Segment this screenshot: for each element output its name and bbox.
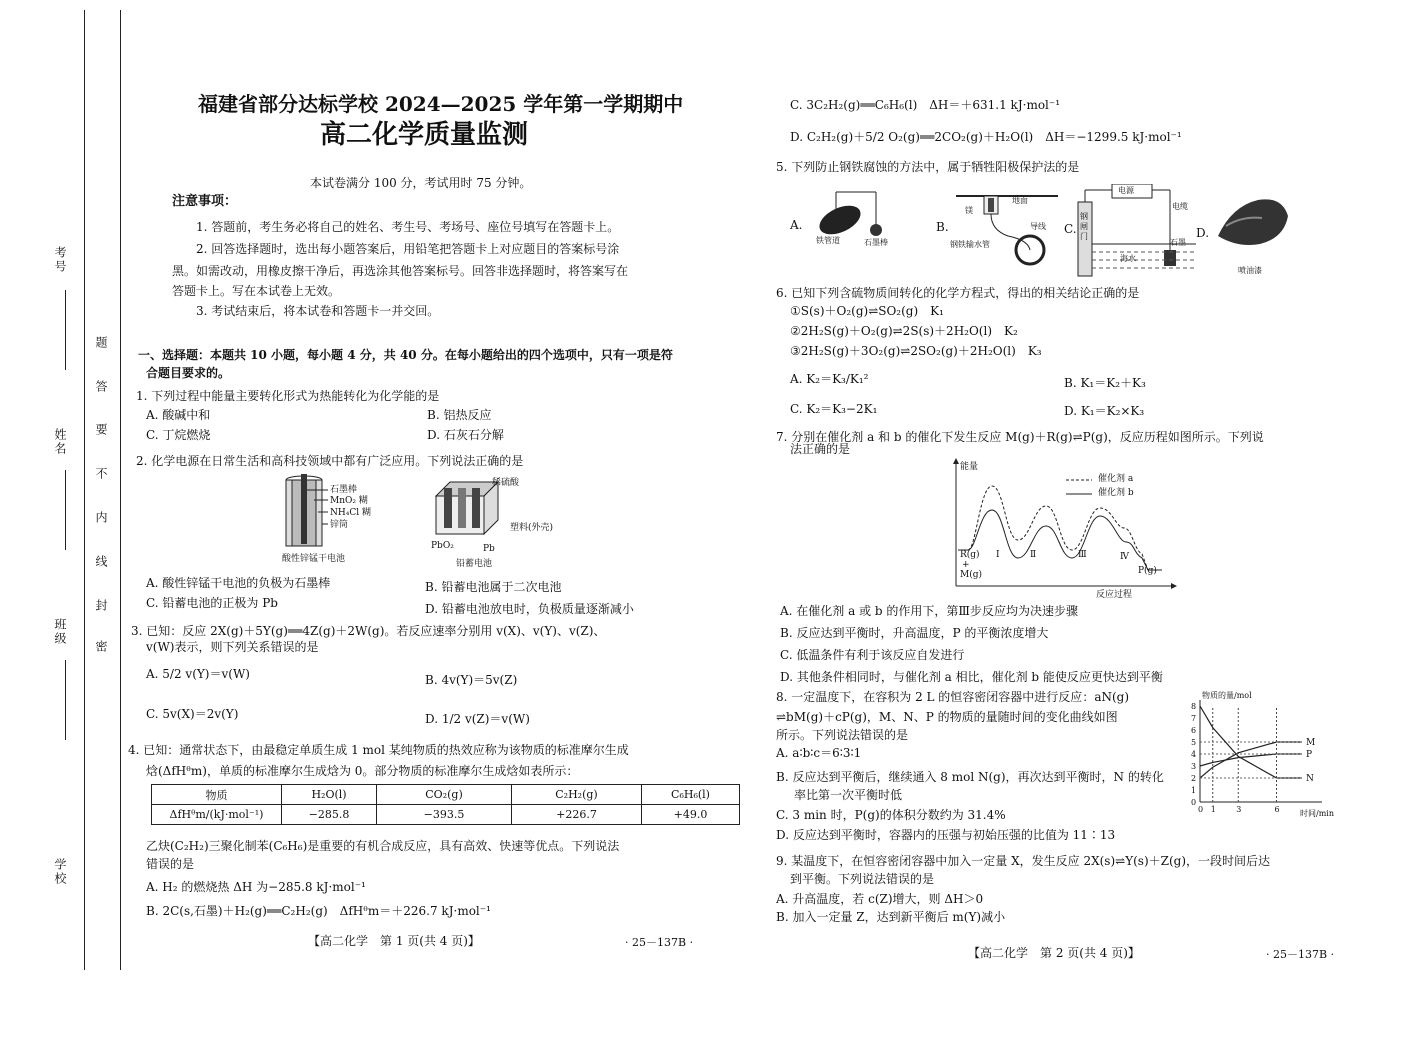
- table-header-cell: C₂H₂(g): [512, 785, 642, 805]
- figure-c-label: 钢闸门: [1080, 212, 1088, 241]
- dry-cell-label: 锌筒: [330, 520, 349, 530]
- note-line: 2. 回答选择题时，选出每小题答案后，用铅笔把答题卡上对应题目的答案标号涂: [196, 242, 620, 256]
- q7-stem: 7. 分别在催化剂 a 和 b 的催化下发生反应 M(g)＋R(g)⇌P(g)，反应历程如图所示。下列说: [776, 430, 1264, 444]
- table-cell: −393.5: [377, 805, 512, 825]
- x-tick-label: 3: [1236, 805, 1242, 814]
- q9-stem-cont: 到平衡。下列说法错误的是: [790, 872, 935, 886]
- q4-option-b: B. 2C(s,石墨)＋H₂(g)══C₂H₂(g) ΔfHᶿm＝＋226.7 kJ·mol⁻¹: [146, 904, 491, 918]
- figure-d-label: 喷油漆: [1238, 266, 1262, 275]
- start-label: R(g): [960, 550, 980, 560]
- q2-option-b: B. 铅蓄电池属于二次电池: [425, 580, 562, 594]
- y-tick-label: 0: [1191, 798, 1197, 807]
- dry-cell-label: MnO₂ 糊: [330, 496, 368, 506]
- title-line1: 福建省部分达标学校 2024—2025 学年第一学期期中: [198, 92, 684, 116]
- seal-char: 线: [94, 555, 108, 569]
- chart-ylabel: 能量: [960, 462, 979, 472]
- q1-stem: 1. 下列过程中能量主要转化形式为热能转化为化学能的是: [136, 389, 440, 403]
- q6-equation: ②2H₂S(g)＋O₂(g)⇌2S(s)＋2H₂O(l) K₂: [790, 324, 1018, 338]
- battery-caption: 铅蓄电池: [456, 559, 493, 569]
- y-axis-label: 物质的量/mol: [1202, 691, 1252, 700]
- footer-left: 【高二化学 第 1 页(共 4 页)】: [308, 934, 480, 948]
- chart-xlabel: 反应过程: [1096, 590, 1133, 600]
- label-name: 姓名: [53, 428, 67, 456]
- figure-a-label: 铁管道: [816, 236, 840, 245]
- start-label: M(g): [960, 570, 982, 580]
- q8-option-d: D. 反应达到平衡时，容器内的压强与初始压强的比值为 11∶13: [776, 828, 1116, 842]
- exam-info: 本试卷满分 100 分，考试用时 75 分钟。: [310, 176, 532, 190]
- q8-option-b-cont: 率比第一次平衡时低: [794, 788, 903, 802]
- q5-option-c-letter: C.: [1064, 222, 1077, 236]
- footer-right: 【高二化学 第 2 页(共 4 页)】: [968, 946, 1140, 960]
- y-tick-label: 2: [1191, 774, 1197, 783]
- q5-option-d-letter: D.: [1196, 226, 1210, 240]
- footer-left-code: · 25－137B ·: [625, 936, 694, 949]
- q4-stem-cont: 焓(ΔfHᶿm)，单质的标准摩尔生成焓为 0。部分物质的标准摩尔生成焓如表所示：: [146, 764, 579, 778]
- stage-label: Ⅳ: [1120, 552, 1129, 562]
- note-line: 答题卡上。写在本试卷上无效。: [172, 284, 341, 298]
- dry-cell-label: NH₄Cl 糊: [330, 508, 371, 518]
- q7-option-d: D. 其他条件相同时，与催化剂 a 相比，催化剂 b 能使反应更快达到平衡: [780, 670, 1163, 684]
- battery-label: Pb: [483, 544, 495, 554]
- note-line: 黑。如需改动，用橡皮擦干净后，再选涂其他答案标号。回答非选择题时，将答案写在: [172, 264, 629, 278]
- legend-catalyst-b: 催化剂 b: [1098, 488, 1134, 498]
- table-cell: +226.7: [512, 805, 642, 825]
- q6-option-a: A. K₂＝K₃/K₁²: [790, 372, 869, 386]
- q2-option-c: C. 铅蓄电池的正极为 Pb: [146, 596, 278, 610]
- battery-label: PbO₂: [431, 541, 454, 551]
- y-tick-label: 6: [1191, 726, 1197, 735]
- q8-option-c: C. 3 min 时，P(g)的体积分数约为 31.4%: [776, 808, 1006, 822]
- figure-c-label: 石墨: [1170, 238, 1186, 247]
- series-label-N: N: [1306, 774, 1314, 784]
- table-cell: ΔfHᶿm/(kJ·mol⁻¹): [152, 805, 282, 825]
- q7-option-b: B. 反应达到平衡时，升高温度，P 的平衡浓度增大: [780, 626, 1049, 640]
- dry-cell-caption: 酸性锌锰干电池: [282, 554, 346, 564]
- figure-c-label: 电缆: [1172, 202, 1188, 211]
- q9-option-b: B. 加入一定量 Z，达到新平衡后 m(Y)减小: [776, 910, 1006, 924]
- figure-d-spray-paint: [1212, 186, 1292, 256]
- stage-label: Ⅰ: [996, 550, 1000, 560]
- end-label: P(g): [1138, 566, 1157, 576]
- series-line-M: [1200, 742, 1302, 778]
- q6-option-b: B. K₁＝K₂＋K₃: [1064, 376, 1146, 390]
- section-heading-cont: 合题目要求的。: [146, 366, 231, 380]
- q7-stem-cont: 法正确的是: [790, 442, 851, 456]
- q3-option-b: B. 4v(Y)＝5v(Z): [425, 673, 518, 687]
- q6-option-c: C. K₂＝K₃−2K₁: [790, 402, 878, 416]
- q2-option-d: D. 铅蓄电池放电时，负极质量逐渐减小: [425, 602, 634, 616]
- page-title: 高二化学质量监测: [320, 120, 529, 150]
- q3-stem-cont: v(W)表示，则下列关系错误的是: [146, 640, 319, 654]
- seal-char: 题: [94, 336, 108, 350]
- q4-text-cont: 错误的是: [146, 857, 195, 871]
- enthalpy-table: [151, 784, 740, 825]
- y-tick-label: 1: [1191, 786, 1197, 795]
- start-label: +: [962, 560, 970, 570]
- legend-catalyst-a: 催化剂 a: [1098, 474, 1134, 484]
- x-axis-label: 时间/min: [1300, 809, 1334, 818]
- figure-b-label: 导线: [1030, 222, 1046, 231]
- q1-option-b: B. 铝热反应: [427, 408, 492, 422]
- q4-stem: 4. 已知：通常状态下，由最稳定单质生成 1 mol 某纯物质的热效应称为该物质的标准摩尔生成: [128, 743, 629, 757]
- seal-char: 要: [94, 423, 108, 437]
- label-class: 班级: [53, 618, 67, 646]
- q1-option-c: C. 丁烷燃烧: [146, 428, 211, 442]
- q4-option-d: D. C₂H₂(g)＋5/2 O₂(g)══2CO₂(g)＋H₂O(l) ΔH＝−1299.5 kJ·mol⁻¹: [790, 130, 1182, 144]
- amount-time-chart: [1178, 690, 1338, 820]
- figure-c-label: 海水: [1120, 254, 1136, 263]
- q7-option-c: C. 低温条件有利于该反应自发进行: [780, 648, 965, 662]
- note-line: 3. 考试结束后，将本试卷和答题卡一并交回。: [196, 304, 440, 318]
- figure-a-graphite: [812, 186, 892, 242]
- seal-char: 封: [94, 599, 108, 613]
- figure-c-impressed-current: [1076, 184, 1200, 278]
- seal-char: 不: [94, 467, 108, 481]
- table-header-cell: H₂O(l): [282, 785, 377, 805]
- stage-label: Ⅲ: [1078, 550, 1087, 560]
- y-tick-label: 7: [1191, 714, 1197, 723]
- q4-option-a: A. H₂ 的燃烧热 ΔH 为−285.8 kJ·mol⁻¹: [146, 880, 366, 894]
- y-tick-label: 8: [1191, 702, 1197, 711]
- seal-char: 密: [94, 640, 108, 654]
- table-header-cell: CO₂(g): [377, 785, 512, 805]
- notes-heading: 注意事项：: [172, 194, 238, 209]
- table-header-cell: C₆H₆(l): [642, 785, 740, 805]
- x-tick-label: 0: [1198, 805, 1204, 814]
- q8-stem-cont: ⇌bM(g)＋cP(g)，M、N、P 的物质的量随时间的变化曲线如图: [776, 710, 1118, 724]
- q4-option-c: C. 3C₂H₂(g)══C₆H₆(l) ΔH＝＋631.1 kJ·mol⁻¹: [790, 98, 1061, 112]
- q6-equation: ③2H₂S(g)＋3O₂(g)⇌2SO₂(g)＋2H₂O(l) K₃: [790, 344, 1042, 358]
- q5-option-a-letter: A.: [790, 218, 803, 232]
- figure-c-label: 电源: [1118, 186, 1134, 195]
- label-exam-number: 考号: [53, 246, 67, 274]
- figure-b-label: 钢铁输水管: [950, 240, 990, 249]
- q6-equation: ①S(s)＋O₂(g)⇌SO₂(g) K₁: [790, 304, 944, 318]
- seal-char: 内: [94, 511, 108, 525]
- battery-label: 塑料(外壳): [510, 523, 554, 533]
- q3-stem: 3. 已知：反应 2X(g)＋5Y(g)══4Z(g)＋2W(g)。若反应速率分别用 v(X)、v(Y)、v(Z)、: [131, 624, 606, 638]
- series-label-M: M: [1306, 738, 1316, 748]
- label-school: 学校: [53, 858, 67, 886]
- q9-option-a: A. 升高温度，若 c(Z)增大，则 ΔH＞0: [776, 892, 984, 906]
- x-tick-label: 1: [1210, 805, 1216, 814]
- q6-stem: 6. 已知下列含硫物质间转化的化学方程式，得出的相关结论正确的是: [776, 286, 1140, 300]
- q8-option-b: B. 反应达到平衡后，继续通入 8 mol N(g)，再次达到平衡时，N 的转化: [776, 770, 1164, 784]
- figure-b-magnesium: [948, 190, 1068, 270]
- seal-char: 答: [94, 380, 108, 394]
- q5-option-b-letter: B.: [936, 220, 949, 234]
- y-tick-label: 3: [1191, 762, 1197, 771]
- series-label-P: P: [1306, 750, 1313, 760]
- stage-label: Ⅱ: [1030, 550, 1037, 560]
- figure-b-label: 镁: [965, 206, 973, 215]
- q4-text: 乙炔(C₂H₂)三聚化制苯(C₆H₆)是重要的有机合成反应，具有高效、快速等优点。下列说法: [146, 839, 620, 853]
- q9-stem: 9. 某温度下，在恒容密闭容器中加入一定量 X，发生反应 2X(s)⇌Y(s)＋Z(g)，一段时间后达: [776, 854, 1271, 868]
- table-cell: −285.8: [282, 805, 377, 825]
- section-heading: 一、选择题：本题共 10 小题，每小题 4 分，共 40 分。在每小题给出的四个选项中，只有一项是符: [138, 348, 673, 362]
- dry-cell-label: 石墨棒: [330, 485, 358, 495]
- table-cell: +49.0: [642, 805, 740, 825]
- figure-a-label: 石墨棒: [864, 238, 888, 247]
- footer-right-code: · 25－137B ·: [1266, 948, 1335, 961]
- q1-option-a: A. 酸碱中和: [146, 408, 211, 422]
- note-line: 1. 答题前，考生务必将自己的姓名、考生号、考场号、座位号填写在答题卡上。: [196, 220, 620, 234]
- q7-option-a: A. 在催化剂 a 或 b 的作用下，第Ⅲ步反应均为决速步骤: [780, 604, 1078, 618]
- q1-option-d: D. 石灰石分解: [427, 428, 504, 442]
- q8-option-a: A. a∶b∶c＝6∶3∶1: [776, 746, 862, 760]
- q8-stem: 8. 一定温度下，在容积为 2 L 的恒容密闭容器中进行反应：aN(g): [776, 690, 1130, 704]
- reaction-profile-chart: [948, 458, 1178, 604]
- battery-label: 稀硫酸: [492, 478, 520, 488]
- q3-option-d: D. 1/2 v(Z)＝v(W): [425, 712, 530, 726]
- q2-option-a: A. 酸性锌锰干电池的负极为石墨棒: [146, 576, 331, 590]
- y-tick-label: 5: [1191, 738, 1197, 747]
- q3-option-c: C. 5v(X)＝2v(Y): [146, 707, 239, 721]
- table-header-cell: 物质: [152, 785, 282, 805]
- q2-stem: 2. 化学电源在日常生活和高科技领域中都有广泛应用。下列说法正确的是: [136, 454, 524, 468]
- q8-stem-cont: 所示。下列说法错误的是: [776, 728, 909, 742]
- figure-b-label: 地面: [1012, 196, 1028, 205]
- x-tick-label: 6: [1274, 805, 1280, 814]
- q5-stem: 5. 下列防止钢铁腐蚀的方法中，属于牺牲阳极保护法的是: [776, 160, 1080, 174]
- q3-option-a: A. 5/2 v(Y)＝v(W): [146, 667, 250, 681]
- q6-option-d: D. K₁＝K₂×K₃: [1064, 404, 1145, 418]
- y-tick-label: 4: [1191, 750, 1197, 759]
